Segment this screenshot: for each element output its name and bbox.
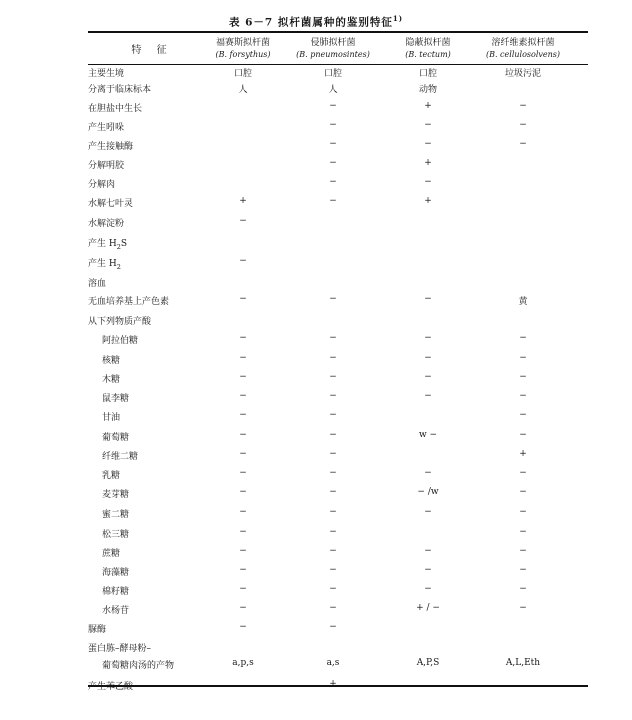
table-cell: w − [418,430,438,440]
table-cell: − [239,527,247,537]
table-cell: − [239,430,247,440]
table-cell: − [239,622,247,632]
table-cell: a,s [326,658,340,668]
table-cell: − [329,584,337,594]
table-cell: − [239,565,247,575]
table-cell: − [329,565,337,575]
table-cell: − [424,353,432,363]
table-cell: − [329,372,337,382]
table-cell: − [424,391,432,401]
table-cell: − [329,527,337,537]
table-cell: − [329,196,337,206]
table-cell: − [424,565,432,575]
table-cell: + [239,196,247,206]
table-cell: + [424,158,432,168]
table-cell: + [519,449,527,459]
table-cell: − [329,101,337,111]
table-cell: − [329,622,337,632]
table-cell: 黄 [518,297,528,307]
table-cell: − [239,333,247,343]
table-cell: − [424,372,432,382]
table-cell: − [519,565,527,575]
feature-column-header: 特 征 [131,45,173,56]
table-cell: 人 [328,85,338,95]
table-cell: − [519,430,527,440]
column-header-pneumosintes: 侵肺拟杆菌 (B. pneumosintes) [296,38,370,59]
table-cell: − [329,158,337,168]
row-label: 蛋白胨–酵母粉– [88,644,152,654]
table-cell: 口腔 [323,69,342,79]
table-cell: − /w [417,487,439,497]
row-label: 分解明胶 [88,161,125,171]
table-cell: − [519,527,527,537]
row-label: 阿拉伯糖 [102,336,139,346]
column-header-cellulosolvens: 溶纤维素拟杆菌 (B. cellulosolvens) [485,38,561,59]
table-cell: − [329,410,337,420]
table-cell: − [329,391,337,401]
table-cell: − [519,101,527,111]
table-title: 表 6－7 拟杆菌属种的鉴别特征$^{1)}$ [228,14,404,29]
row-label: 脲酶 [88,625,107,635]
row-label: 麦芽糖 [102,490,130,500]
table-cell: A,P,S [416,658,440,668]
table-cell: − [329,487,337,497]
row-label: 鼠李糖 [102,394,130,404]
table-cell: − [329,294,337,304]
table-cell: − [329,353,337,363]
row-label: 水解七叶灵 [88,199,134,209]
row-label: 甘油 [102,413,121,423]
row-label: 乳糖 [102,471,121,481]
column-header-forsythus: 福赛斯拟杆菌 (B. forsythus) [215,38,271,59]
table-cell: − [239,391,247,401]
table-cell: − [424,507,432,517]
row-label: 产生 $H_2S$ [88,239,128,251]
table-cell: − [329,603,337,613]
row-label: 产生苯乙酸 [88,682,134,692]
table-header-rule [88,64,588,65]
row-label: 溶血 [88,279,107,289]
row-label: 纤维二糖 [102,452,139,462]
row-label: 蔗糖 [102,549,121,559]
table-cell: − [519,507,527,517]
row-label: 葡萄糖 [102,433,130,443]
table-cell: − [239,294,247,304]
table-cell: 动物 [418,85,437,95]
table-cell: − [519,120,527,130]
table-cell: + [424,101,432,111]
table-cell: + / − [416,603,440,613]
row-label: 木糖 [102,375,121,385]
row-label: 棉籽糖 [102,587,130,597]
row-label: 分解肉 [88,180,116,190]
table-cell: − [519,468,527,478]
table-cell: 垃圾污泥 [504,69,541,79]
row-label: 在胆盐中生长 [88,104,143,114]
table-cell: − [239,353,247,363]
row-label: 松三糖 [102,530,130,540]
table-cell: − [424,177,432,187]
table-cell: − [329,120,337,130]
table-cell: − [329,468,337,478]
row-label: 产生 $H_2$ [88,259,121,271]
table-cell: a,p,s [232,658,254,668]
table-cell: + [424,196,432,206]
row-label: 核糖 [102,356,121,366]
table-cell: − [239,546,247,556]
row-label: 海藻糖 [102,568,130,578]
table-cell: − [424,546,432,556]
table-top-rule [88,31,588,33]
table-cell: − [329,449,337,459]
row-label: 无血培养基上产色素 [88,297,170,307]
table-cell: − [424,584,432,594]
table-cell: − [519,584,527,594]
table-cell: − [239,449,247,459]
table-cell: − [329,139,337,149]
row-label: 水解淀粉 [88,219,125,229]
table-cell: − [239,372,247,382]
table-cell: − [424,468,432,478]
table-cell: − [239,216,247,226]
row-label: 产生接触酶 [88,142,134,152]
table-cell: − [424,294,432,304]
table-cell: A,L,Eth [505,658,541,668]
table-cell: − [424,139,432,149]
table-cell: − [329,177,337,187]
table-cell: − [239,603,247,613]
table-cell: 口腔 [418,69,437,79]
row-label: 主要生境 [88,69,125,79]
table-cell: − [519,546,527,556]
table-cell: − [519,333,527,343]
table-cell: − [519,139,527,149]
table-cell: − [424,120,432,130]
table-cell: − [329,507,337,517]
table-cell: − [519,603,527,613]
column-header-tectum: 隐蔽拟杆菌 (B. tectum) [405,38,451,59]
table-cell: − [519,372,527,382]
row-label: 葡萄糖肉汤的产物 [102,661,175,671]
row-label: 从下列物质产酸 [88,317,152,327]
table-cell: − [239,584,247,594]
table-cell: − [519,391,527,401]
table-cell: − [329,546,337,556]
table-cell: − [239,468,247,478]
table-cell: − [329,333,337,343]
table-cell: − [519,410,527,420]
table-cell: − [239,487,247,497]
table-cell: − [239,256,247,266]
row-label: 分离于临床标本 [88,85,152,95]
table-cell: − [519,353,527,363]
table-cell: 口腔 [233,69,252,79]
table-cell: − [424,333,432,343]
table-cell: − [239,410,247,420]
table-cell: 人 [238,85,248,95]
table-cell: − [239,507,247,517]
row-label: 蜜二糖 [102,510,130,520]
table-cell: − [519,487,527,497]
table-cell: + [329,679,337,689]
table-cell: − [329,430,337,440]
row-label: 水杨苷 [102,606,130,616]
row-label: 产生吲哚 [88,123,125,133]
